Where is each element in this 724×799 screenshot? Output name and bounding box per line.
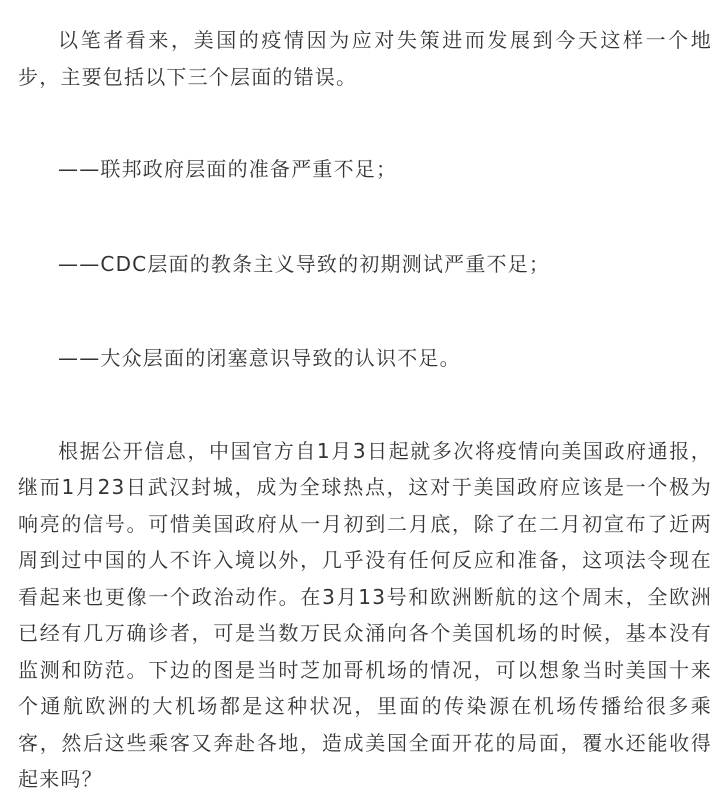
point-cdc: ——CDC层面的教条主义导致的初期测试严重不足； (58, 251, 551, 276)
intro-paragraph: 以笔者看来，美国的疫情因为应对失策进而发展到今天这样一个地步，主要包括以下三个层面的错误。 (18, 28, 712, 89)
point-federal-government: ——联邦政府层面的准备严重不足； (58, 157, 398, 181)
body-paragraph: 根据公开信息，中国官方自1月3日起就多次将疫情向美国政府通报，继而1月23日武汉封城，成为全球热点，这对于美国政府应该是一个极为响亮的信号。可惜美国政府从一月初到二月底，除了在二月初宣布了近两周到过中国的人不许入境以外，几乎没有任何反应和准备，这项法令现在看起来也更像一个政治动作。在3月13号和欧洲断航的这个周末，全欧洲已经有几万确诊者，可是当数万民众涌向各个美国机场的时候，基本没有监测和防范。下边的图是当时芝加哥机场的情况，可以想象当时美国十来个通航欧洲的大机场都是这种状况，里面的传染源在机场传播给很多乘客，然后这些乘客又奔赴各地，造成美国全面开花的局面，覆水还能收得起来吗？ (18, 438, 712, 791)
point-public: ——大众层面的闭塞意识导致的认识不足。 (58, 346, 461, 370)
